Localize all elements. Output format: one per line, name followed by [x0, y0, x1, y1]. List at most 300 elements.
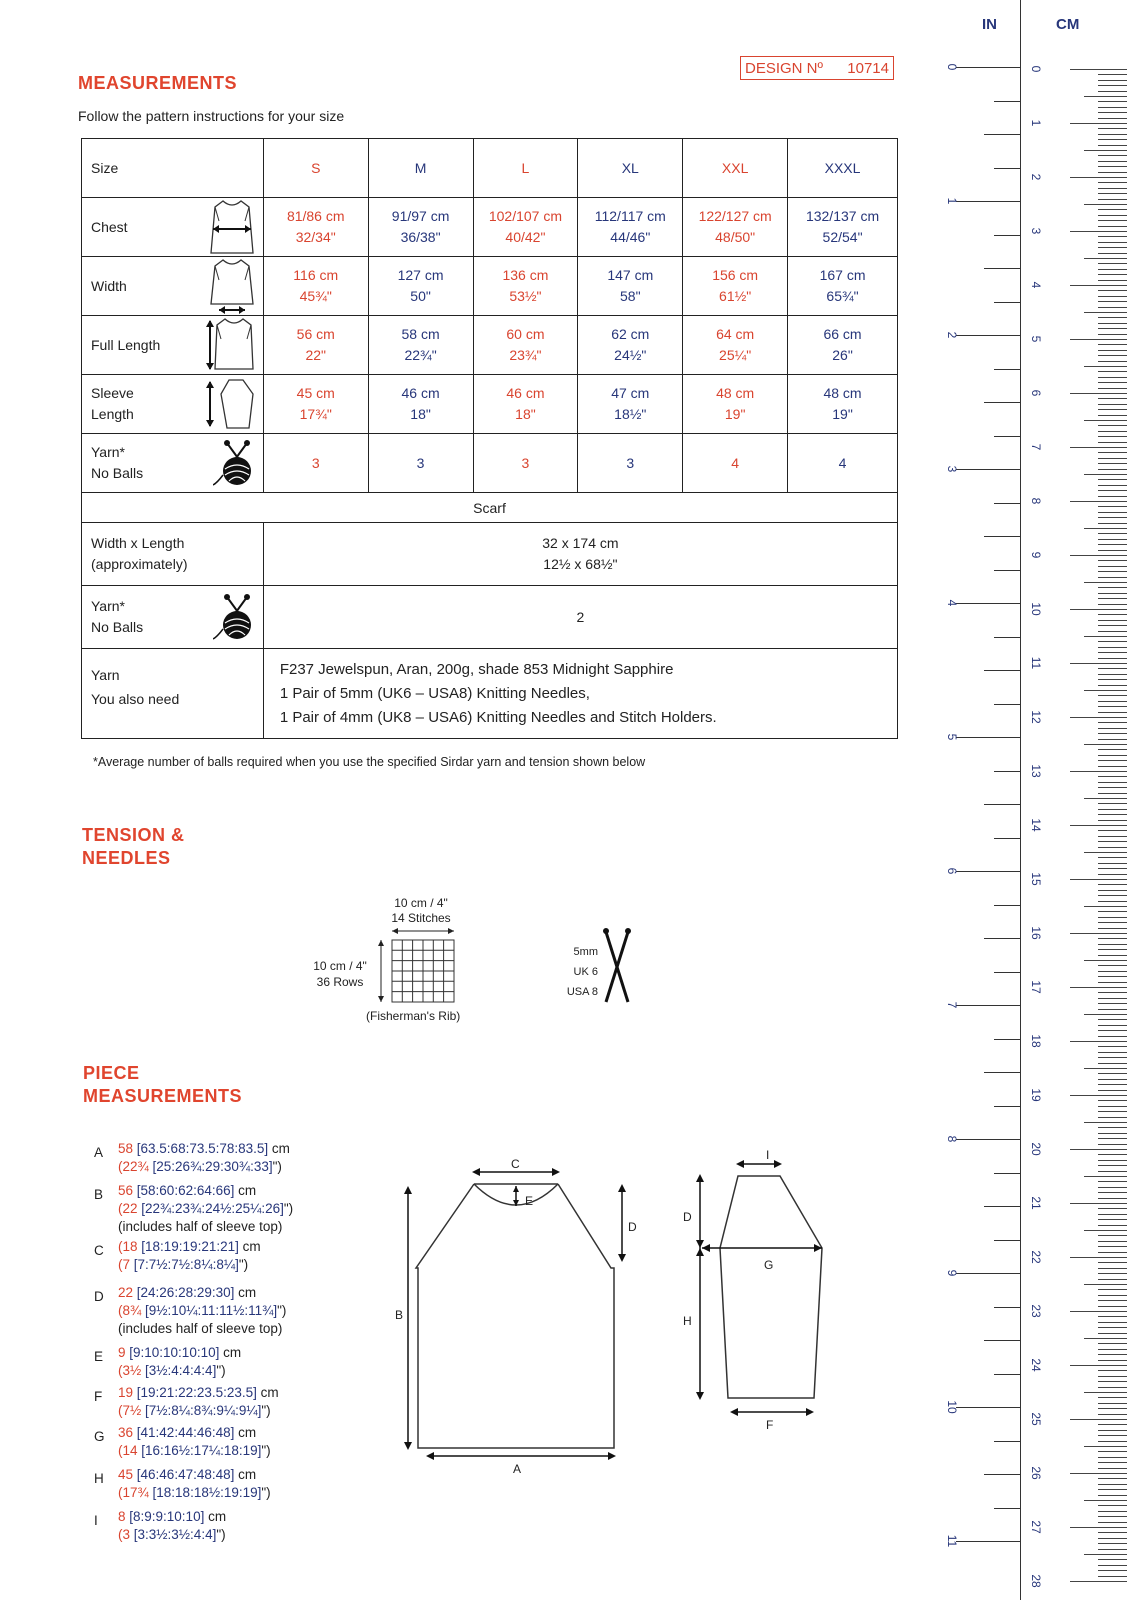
- cm-minor-tick: [1098, 1252, 1127, 1253]
- cm-minor-tick: [1098, 452, 1127, 453]
- inch-number: 6: [945, 867, 959, 875]
- cm-minor-tick: [1098, 847, 1127, 848]
- cm-minor-tick: [1084, 960, 1127, 961]
- size-label: Size: [82, 139, 264, 198]
- cm-minor-tick: [1098, 112, 1127, 113]
- cm-minor-tick: [1098, 1376, 1127, 1377]
- piece-title-line2: MEASUREMENTS: [83, 1086, 243, 1106]
- inch-major-tick: [956, 1407, 1020, 1408]
- cm-number: 0: [1029, 65, 1043, 73]
- cm-minor-tick: [1098, 350, 1127, 351]
- cm-minor-tick: [1084, 636, 1127, 637]
- cm-minor-tick: [1098, 1225, 1127, 1226]
- pm-range-in: [7:7½:7½:8¼:8¼]: [130, 1257, 239, 1272]
- inch-minor-tick: [994, 1307, 1020, 1308]
- inch-minor-tick: [994, 1173, 1020, 1174]
- cm-minor-tick: [1098, 722, 1127, 723]
- pm-range: [41:42:44:46:48]: [133, 1425, 235, 1440]
- cm-minor-tick: [1098, 1430, 1127, 1431]
- pm-first: 9: [118, 1345, 126, 1360]
- cm-minor-tick: [1098, 1246, 1127, 1247]
- sleeve-s-in: 17¾": [299, 406, 332, 422]
- cm-minor-tick: [1098, 1414, 1127, 1415]
- yarn-line-3: 1 Pair of 4mm (UK8 – USA6) Knitting Needles and Stitch Holders.: [279, 708, 717, 726]
- pm-unit-in: "): [283, 1201, 294, 1216]
- cm-major-tick: [1070, 933, 1127, 934]
- cm-minor-tick: [1098, 490, 1127, 491]
- pm-inch-line: [118, 1302, 286, 1320]
- length-m-in: 22¾": [404, 347, 437, 363]
- yarn-line-1: F237 Jewelspun, Aran, 200g, shade 853 Midnight Sapphire: [279, 660, 674, 678]
- cm-minor-tick: [1098, 539, 1127, 540]
- pm-unit: cm: [219, 1345, 242, 1360]
- cm-minor-tick: [1098, 317, 1127, 318]
- pm-range-in: [3:3½:3½:4:4]: [130, 1527, 217, 1542]
- pm-letter: F: [94, 1389, 103, 1404]
- pm-range-in: [7½:8¼:8¾:9¼:9¼]: [141, 1403, 262, 1418]
- cm-minor-tick: [1098, 301, 1127, 302]
- cm-minor-tick: [1098, 263, 1127, 264]
- cm-minor-tick: [1084, 1176, 1127, 1177]
- cm-minor-tick: [1098, 458, 1127, 459]
- inch-major-tick: [956, 737, 1020, 738]
- cm-minor-tick: [1098, 895, 1127, 896]
- cm-minor-tick: [1098, 1208, 1127, 1209]
- cm-minor-tick: [1098, 382, 1127, 383]
- cm-minor-tick: [1098, 1144, 1127, 1145]
- inch-number: 9: [945, 1269, 959, 1277]
- cm-minor-tick: [1098, 733, 1127, 734]
- inch-number: 2: [945, 331, 959, 339]
- cm-minor-tick: [1098, 269, 1127, 270]
- inch-minor-tick: [984, 402, 1020, 403]
- pm-first-in: (22¾: [118, 1159, 149, 1174]
- cm-minor-tick: [1098, 890, 1127, 891]
- cm-minor-tick: [1084, 1446, 1127, 1447]
- cm-minor-tick: [1098, 409, 1127, 410]
- cm-minor-tick: [1098, 1219, 1127, 1220]
- sleeve-icon: [205, 376, 257, 432]
- cm-minor-tick: [1098, 80, 1127, 81]
- cm-minor-tick: [1098, 976, 1127, 977]
- cm-minor-tick: [1098, 1300, 1127, 1301]
- cm-major-tick: [1070, 1581, 1127, 1582]
- cm-minor-tick: [1098, 928, 1127, 929]
- cm-minor-tick: [1098, 242, 1127, 243]
- cm-minor-tick: [1098, 550, 1127, 551]
- tension-stitch-count: 14 Stitches: [391, 911, 451, 925]
- cm-minor-tick: [1084, 1338, 1127, 1339]
- cm-minor-tick: [1084, 312, 1127, 313]
- scarf-yarn-label-line1: Yarn*: [91, 598, 125, 614]
- pm-first-in: (22: [118, 1201, 138, 1216]
- cm-minor-tick: [1098, 1198, 1127, 1199]
- pm-range: [8:9:9:10:10]: [125, 1509, 205, 1524]
- chest-xxxl-in: 52/54": [822, 229, 863, 245]
- balls-s: 3: [263, 434, 368, 493]
- cm-minor-tick: [1098, 1100, 1127, 1101]
- cm-minor-tick: [1098, 1570, 1127, 1571]
- cm-minor-tick: [1098, 863, 1127, 864]
- body-piece-diagram: [386, 1148, 646, 1478]
- knitting-needles-icon: [602, 926, 632, 1006]
- cm-minor-tick: [1098, 712, 1127, 713]
- cm-minor-tick: [1098, 652, 1127, 653]
- cm-minor-tick: [1098, 479, 1127, 480]
- subtitle: Follow the pattern instructions for your size: [78, 108, 345, 124]
- pm-unit-in: "): [238, 1257, 249, 1272]
- pm-note: (includes half of sleeve top): [118, 1321, 283, 1336]
- scarf-size-in: 12½ x 68½": [543, 556, 618, 572]
- cm-major-tick: [1070, 987, 1127, 988]
- cm-minor-tick: [1098, 755, 1127, 756]
- scarf-size-cm: 32 x 174 cm: [542, 535, 619, 551]
- pm-inch-line: [118, 1256, 261, 1274]
- cm-minor-tick: [1084, 1392, 1127, 1393]
- cm-minor-tick: [1098, 841, 1127, 842]
- cm-number: 16: [1029, 926, 1043, 940]
- pm-note: (includes half of sleeve top): [118, 1219, 283, 1234]
- cm-ruler: [1020, 0, 1127, 1600]
- cm-major-tick: [1070, 1095, 1127, 1096]
- needle-size-label: [560, 942, 598, 1002]
- diagram-label-d: D: [628, 1220, 637, 1234]
- cm-major-tick: [1070, 285, 1127, 286]
- cm-number: 25: [1029, 1412, 1043, 1426]
- cm-minor-tick: [1098, 1073, 1127, 1074]
- inch-number: 0: [945, 63, 959, 71]
- measurements-table: [81, 138, 898, 739]
- cm-minor-tick: [1098, 695, 1127, 696]
- size-l: L: [473, 139, 578, 198]
- inch-minor-tick: [984, 1340, 1020, 1341]
- width-m-in: 50": [410, 288, 431, 304]
- chest-l-in: 40/42": [505, 229, 546, 245]
- tension-title-line2: NEEDLES: [82, 848, 171, 868]
- cm-minor-tick: [1098, 971, 1127, 972]
- cm-minor-tick: [1098, 388, 1127, 389]
- cm-minor-tick: [1098, 1306, 1127, 1307]
- pm-first-in: (3½: [118, 1363, 142, 1378]
- pm-unit-in: "): [261, 1443, 271, 1458]
- cm-minor-tick: [1098, 1333, 1127, 1334]
- chest-l-cm: 102/107 cm: [488, 208, 563, 224]
- pm-letter: G: [94, 1429, 105, 1444]
- cm-minor-tick: [1098, 560, 1127, 561]
- full-length-label: Full Length: [91, 337, 161, 353]
- width-l-in: 53½": [509, 288, 542, 304]
- pm-unit: cm: [268, 1141, 290, 1156]
- pm-inch-line: [118, 1526, 226, 1544]
- pm-inch-line: [118, 1158, 290, 1176]
- cm-major-tick: [1070, 231, 1127, 232]
- sleeve-label-line1: Sleeve: [91, 385, 134, 401]
- cm-minor-tick: [1098, 1187, 1127, 1188]
- cm-minor-tick: [1098, 1478, 1127, 1479]
- pm-letter: E: [94, 1349, 104, 1364]
- needle-mm: 5mm: [573, 946, 598, 958]
- sleeve-l-cm: 46 cm: [506, 385, 545, 401]
- cm-major-tick: [1070, 1149, 1127, 1150]
- cm-minor-tick: [1098, 1322, 1127, 1323]
- design-label: DESIGN Nº: [745, 60, 823, 77]
- pm-letter: A: [94, 1145, 104, 1160]
- cm-minor-tick: [1098, 161, 1127, 162]
- inch-minor-tick: [994, 168, 1020, 169]
- cm-minor-tick: [1098, 998, 1127, 999]
- cm-minor-tick: [1098, 1063, 1127, 1064]
- inch-major-tick: [956, 1273, 1020, 1274]
- cm-minor-tick: [1098, 172, 1127, 173]
- pm-cm-line: [118, 1140, 290, 1158]
- cm-minor-tick: [1098, 1165, 1127, 1166]
- cm-minor-tick: [1098, 1484, 1127, 1485]
- diagram-label-g: G: [764, 1258, 774, 1272]
- cm-major-tick: [1070, 393, 1127, 394]
- size-xxxl: XXXL: [788, 139, 898, 198]
- cm-minor-tick: [1098, 1111, 1127, 1112]
- stitch-pattern-label: (Fisherman's Rib): [366, 1009, 461, 1023]
- chest-label: Chest: [91, 219, 128, 235]
- chest-xxl-cm: 122/127 cm: [698, 208, 772, 224]
- cm-number: 19: [1029, 1088, 1043, 1102]
- cm-minor-tick: [1084, 1068, 1127, 1069]
- inch-minor-tick: [994, 436, 1020, 437]
- cm-minor-tick: [1098, 328, 1127, 329]
- cm-minor-tick: [1098, 145, 1127, 146]
- inch-number: 1: [945, 197, 959, 205]
- cm-minor-tick: [1098, 571, 1127, 572]
- length-xl-in: 24½": [614, 347, 647, 363]
- cm-minor-tick: [1098, 1052, 1127, 1053]
- cm-minor-tick: [1098, 85, 1127, 86]
- cm-minor-tick: [1098, 1354, 1127, 1355]
- pm-letter: I: [94, 1513, 98, 1528]
- inch-number: 3: [945, 465, 959, 473]
- cm-major-tick: [1070, 69, 1127, 70]
- balls-xl: 3: [578, 434, 683, 493]
- cm-number: 4: [1029, 281, 1043, 289]
- balls-xxl: 4: [683, 434, 788, 493]
- cm-minor-tick: [1098, 1435, 1127, 1436]
- diagram-label-b: B: [395, 1308, 404, 1322]
- width-row: [82, 257, 898, 316]
- pm-unit-in: "): [261, 1485, 271, 1500]
- cm-minor-tick: [1098, 1235, 1127, 1236]
- cm-minor-tick: [1084, 1122, 1127, 1123]
- cm-minor-tick: [1098, 1424, 1127, 1425]
- cm-minor-tick: [1084, 96, 1127, 97]
- cm-minor-tick: [1098, 982, 1127, 983]
- cm-minor-tick: [1098, 793, 1127, 794]
- ruler-in-label: IN: [982, 16, 997, 33]
- cm-minor-tick: [1098, 1327, 1127, 1328]
- cm-minor-tick: [1098, 641, 1127, 642]
- cm-minor-tick: [1098, 1403, 1127, 1404]
- cm-minor-tick: [1098, 1462, 1127, 1463]
- cm-minor-tick: [1084, 1014, 1127, 1015]
- cm-number: 23: [1029, 1304, 1043, 1318]
- cm-minor-tick: [1098, 220, 1127, 221]
- inch-major-tick: [956, 871, 1020, 872]
- scarf-size-row: [82, 523, 898, 586]
- cm-minor-tick: [1098, 749, 1127, 750]
- chest-m-in: 36/38": [400, 229, 441, 245]
- footnote: *Average number of balls required when you use the specified Sirdar yarn and tension shown below: [93, 755, 646, 769]
- cm-minor-tick: [1098, 1009, 1127, 1010]
- cm-minor-tick: [1098, 911, 1127, 912]
- cm-minor-tick: [1098, 323, 1127, 324]
- cm-minor-tick: [1098, 1316, 1127, 1317]
- cm-minor-tick: [1098, 188, 1127, 189]
- cm-minor-tick: [1084, 906, 1127, 907]
- scarf-label: Scarf: [82, 493, 898, 523]
- cm-minor-tick: [1098, 1576, 1127, 1577]
- sleeve-xl-cm: 47 cm: [611, 385, 650, 401]
- cm-number: 18: [1029, 1034, 1043, 1048]
- yarn-info-label: Yarn: [91, 667, 120, 683]
- diagram-label-i: I: [766, 1148, 770, 1162]
- pm-first-in: (3: [118, 1527, 131, 1542]
- cm-minor-tick: [1098, 1349, 1127, 1350]
- cm-minor-tick: [1084, 366, 1127, 367]
- inch-major-tick: [956, 335, 1020, 336]
- cm-minor-tick: [1084, 258, 1127, 259]
- scarf-header-row: [82, 493, 898, 523]
- cm-minor-tick: [1084, 528, 1127, 529]
- inch-minor-tick: [994, 1508, 1020, 1509]
- width-s-cm: 116 cm: [293, 267, 339, 283]
- inch-minor-tick: [994, 1374, 1020, 1375]
- pm-unit-in: "): [216, 1363, 226, 1378]
- cm-minor-tick: [1098, 674, 1127, 675]
- length-xl-cm: 62 cm: [611, 326, 650, 342]
- pm-first: (18: [118, 1239, 138, 1254]
- sleeve-xxxl-cm: 48 cm: [823, 385, 862, 401]
- cm-minor-tick: [1098, 247, 1127, 248]
- cm-minor-tick: [1098, 463, 1127, 464]
- inch-minor-tick: [994, 771, 1020, 772]
- cm-number: 27: [1029, 1520, 1043, 1534]
- scarf-wl-label-line1: Width x Length: [91, 535, 185, 551]
- inch-ruler: [940, 0, 1020, 1600]
- cm-minor-tick: [1098, 1046, 1127, 1047]
- scarf-yarn-value: 2: [263, 586, 897, 649]
- pm-letter: B: [94, 1187, 104, 1202]
- cm-minor-tick: [1098, 91, 1127, 92]
- cm-minor-tick: [1098, 938, 1127, 939]
- cm-minor-tick: [1098, 290, 1127, 291]
- cm-minor-tick: [1098, 604, 1127, 605]
- cm-minor-tick: [1098, 658, 1127, 659]
- cm-minor-tick: [1098, 766, 1127, 767]
- chest-s-in: 32/34": [295, 229, 336, 245]
- cm-minor-tick: [1084, 582, 1127, 583]
- cm-minor-tick: [1098, 193, 1127, 194]
- cm-number: 10: [1029, 602, 1043, 616]
- cm-number: 9: [1029, 551, 1043, 559]
- pm-first-in: (17¾: [118, 1485, 149, 1500]
- sweater-width-icon: [207, 258, 257, 314]
- size-m: M: [368, 139, 473, 198]
- pm-range-in: [25:26¾:29:30¾:33]: [148, 1159, 273, 1174]
- cm-number: 13: [1029, 764, 1043, 778]
- cm-minor-tick: [1098, 1511, 1127, 1512]
- ruler-cm-label: CM: [1056, 16, 1080, 33]
- pm-unit: cm: [234, 1425, 257, 1440]
- tension-title-line1: TENSION &: [82, 825, 185, 845]
- chest-xl-cm: 112/117 cm: [594, 208, 666, 224]
- pm-range-in: [3½:4:4:4:4]: [141, 1363, 217, 1378]
- cm-minor-tick: [1098, 1025, 1127, 1026]
- sleeve-piece-diagram: [680, 1148, 840, 1438]
- width-s-in: 45¾": [299, 288, 332, 304]
- inch-major-tick: [956, 201, 1020, 202]
- cm-number: 2: [1029, 173, 1043, 181]
- cm-minor-tick: [1098, 107, 1127, 108]
- width-label: Width: [91, 278, 127, 294]
- cm-minor-tick: [1098, 101, 1127, 102]
- inch-minor-tick: [984, 804, 1020, 805]
- inch-major-tick: [956, 1541, 1020, 1542]
- cm-major-tick: [1070, 1473, 1127, 1474]
- inch-minor-tick: [994, 1106, 1020, 1107]
- cm-minor-tick: [1098, 803, 1127, 804]
- cm-minor-tick: [1098, 577, 1127, 578]
- cm-minor-tick: [1098, 398, 1127, 399]
- yarn-ball-icon: [213, 593, 257, 641]
- cm-minor-tick: [1098, 701, 1127, 702]
- cm-minor-tick: [1098, 139, 1127, 140]
- cm-minor-tick: [1098, 442, 1127, 443]
- cm-minor-tick: [1098, 1468, 1127, 1469]
- yarn-ball-icon: [213, 439, 257, 487]
- pm-first-in: (7: [118, 1257, 131, 1272]
- cm-minor-tick: [1098, 1117, 1127, 1118]
- inch-minor-tick: [984, 1072, 1020, 1073]
- cm-minor-tick: [1098, 706, 1127, 707]
- inch-minor-tick: [994, 369, 1020, 370]
- inch-minor-tick: [994, 1240, 1020, 1241]
- cm-minor-tick: [1084, 1284, 1127, 1285]
- cm-minor-tick: [1084, 1500, 1127, 1501]
- length-xxl-cm: 64 cm: [716, 326, 755, 342]
- cm-minor-tick: [1098, 355, 1127, 356]
- cm-minor-tick: [1098, 296, 1127, 297]
- cm-minor-tick: [1098, 620, 1127, 621]
- width-xl-cm: 147 cm: [607, 267, 654, 283]
- width-m-cm: 127 cm: [397, 267, 444, 283]
- cm-minor-tick: [1098, 344, 1127, 345]
- cm-minor-tick: [1098, 830, 1127, 831]
- tension-height-measure: 10 cm / 4": [313, 959, 367, 973]
- scarf-yarn-label-line2: No Balls: [91, 619, 144, 635]
- cm-minor-tick: [1098, 1408, 1127, 1409]
- cm-minor-tick: [1098, 425, 1127, 426]
- inch-minor-tick: [994, 235, 1020, 236]
- cm-minor-tick: [1098, 1543, 1127, 1544]
- cm-minor-tick: [1098, 182, 1127, 183]
- pm-range-in: [9½:10¼:11:11½:11¾]: [141, 1303, 278, 1318]
- tension-width-measure: 10 cm / 4": [394, 896, 448, 910]
- cm-minor-tick: [1084, 1554, 1127, 1555]
- cm-minor-tick: [1098, 901, 1127, 902]
- diagram-label-d-sleeve: D: [683, 1210, 692, 1224]
- sleeve-xl-in: 18½": [614, 406, 647, 422]
- cm-minor-tick: [1098, 1262, 1127, 1263]
- cm-minor-tick: [1098, 1381, 1127, 1382]
- design-number-box: [740, 56, 894, 80]
